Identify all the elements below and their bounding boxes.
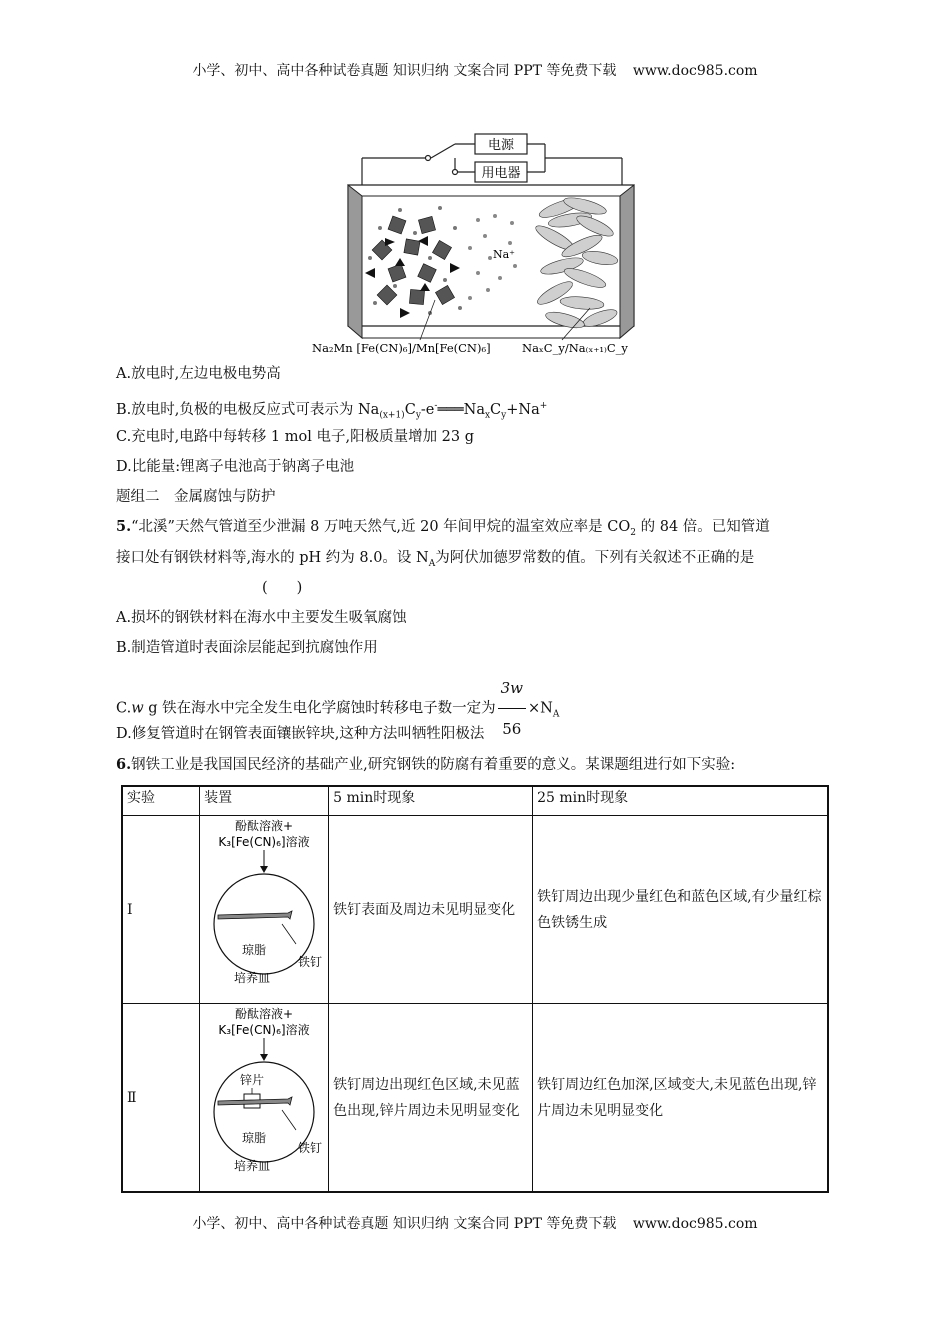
dish-label: 培养皿 (234, 1159, 271, 1173)
q5-option-a: A.损坏的钢铁材料在海水中主要发生吸氧腐蚀 (116, 610, 407, 626)
q4-option-b: B.放电时,负极的电极反应式可表示为 $Na_{(x+1)}C_y-e^-═══Na_xC_y+Na^+$ (116, 401, 548, 421)
load-label: 用电器 (481, 166, 521, 181)
observation-5min: 铁钉表面及周边未见明显变化 (329, 816, 533, 1004)
q5-stem-line2: 接口处有钢铁材料等,海水的 pH 约为 8.0。设 $N_A$为阿伏加德罗常数的值。下列有关叙述不正确的是 (116, 550, 755, 569)
q5-option-b: B.制造管道时表面涂层能起到抗腐蚀作用 (116, 640, 378, 656)
device-diagram-2 (200, 1004, 328, 1182)
device-cell (200, 1004, 329, 1193)
observation-5min: 铁钉周边出现红色区域,未见蓝色出现,锌片周边未见明显变化 (329, 1004, 533, 1193)
agar-label: 琼脂 (242, 943, 267, 957)
table-header-row (122, 786, 828, 816)
experiment-table (121, 785, 829, 1193)
q5-option-c: C.w g 铁在海水中完全发生电化学腐蚀时转移电子数一定为 $\frac{3w}{56}$ $\times N_A$ (116, 668, 559, 749)
caption-left: Na₂Mn [Fe(CN)₆]/Mn[Fe(CN)₆] (312, 341, 491, 355)
q5-answer-bracket: ( ) (262, 580, 303, 596)
header-text: 小学、初中、高中各种试卷真题 知识归纳 文案合同 PPT 等免费下载 (192, 63, 617, 79)
table-row (122, 816, 828, 1004)
header-cell: 实验 (122, 786, 200, 816)
header-cell: 装置 (200, 786, 329, 816)
header-cell: 25 min时现象 (533, 786, 828, 816)
caption-right: NaₓC_y/Na₍ₓ₊₁₎C_y (522, 341, 628, 355)
fraction: $\frac{3w}{56}$ (498, 668, 526, 749)
page-header (0, 60, 950, 80)
q6-stem: 6.钢铁工业是我国国民经济的基础产业,研究钢铁的防腐有着重要的意义。某课题组进行如下实验: (116, 756, 736, 773)
experiment-id: Ⅱ (122, 1004, 200, 1193)
header-cell: 5 min时现象 (329, 786, 533, 816)
device-diagram-1 (200, 816, 328, 994)
q5-option-d: D.修复管道时在钢管表面镶嵌锌块,这种方法叫牺牲阳极法 (116, 726, 485, 742)
dish-label: 培养皿 (234, 971, 271, 985)
page-footer (0, 1213, 950, 1233)
q5-stem-line1: 5.“北溪”天然气管道至少泄漏 8 万吨天然气,近 20 年间甲烷的温室效应率是 $CO_2$ 的 84 倍。已知管道 (116, 518, 770, 538)
nail-label: 铁钉 (298, 955, 323, 969)
battery-diagram (300, 128, 660, 358)
footer-url: www.doc985.com (632, 1216, 758, 1232)
header-url: www.doc985.com (632, 63, 758, 79)
zinc-label: 锌片 (240, 1073, 265, 1087)
agar-label: 琼脂 (242, 1131, 267, 1145)
power-label: 电源 (487, 138, 515, 153)
reagent-label-1: 酚酞溶液+ (235, 819, 294, 833)
footer-text: 小学、初中、高中各种试卷真题 知识归纳 文案合同 PPT 等免费下载 (192, 1216, 617, 1232)
reagent-label-2: K₃[Fe(CN)₆]溶液 (218, 1023, 310, 1037)
q4-option-d: D.比能量:锂离子电池高于钠离子电池 (116, 459, 355, 475)
experiment-id: Ⅰ (122, 816, 200, 1004)
group-title: 题组二 金属腐蚀与防护 (116, 489, 276, 505)
table-row (122, 1004, 828, 1193)
observation-25min: 铁钉周边出现少量红色和蓝色区域,有少量红棕色铁锈生成 (533, 816, 828, 1004)
q4-option-a: A.放电时,左边电极电势高 (116, 366, 281, 382)
reagent-label-1: 酚酞溶液+ (235, 1007, 294, 1021)
nail-label: 铁钉 (298, 1141, 323, 1155)
device-cell (200, 816, 329, 1004)
reagent-label-2: K₃[Fe(CN)₆]溶液 (218, 835, 310, 849)
q4-option-c: C.充电时,电路中每转移 1 mol 电子,阳极质量增加 23 g (116, 429, 475, 445)
ion-label: Na⁺ (493, 248, 515, 261)
observation-25min: 铁钉周边红色加深,区域变大,未见蓝色出现,锌片周边未见明显变化 (533, 1004, 828, 1193)
